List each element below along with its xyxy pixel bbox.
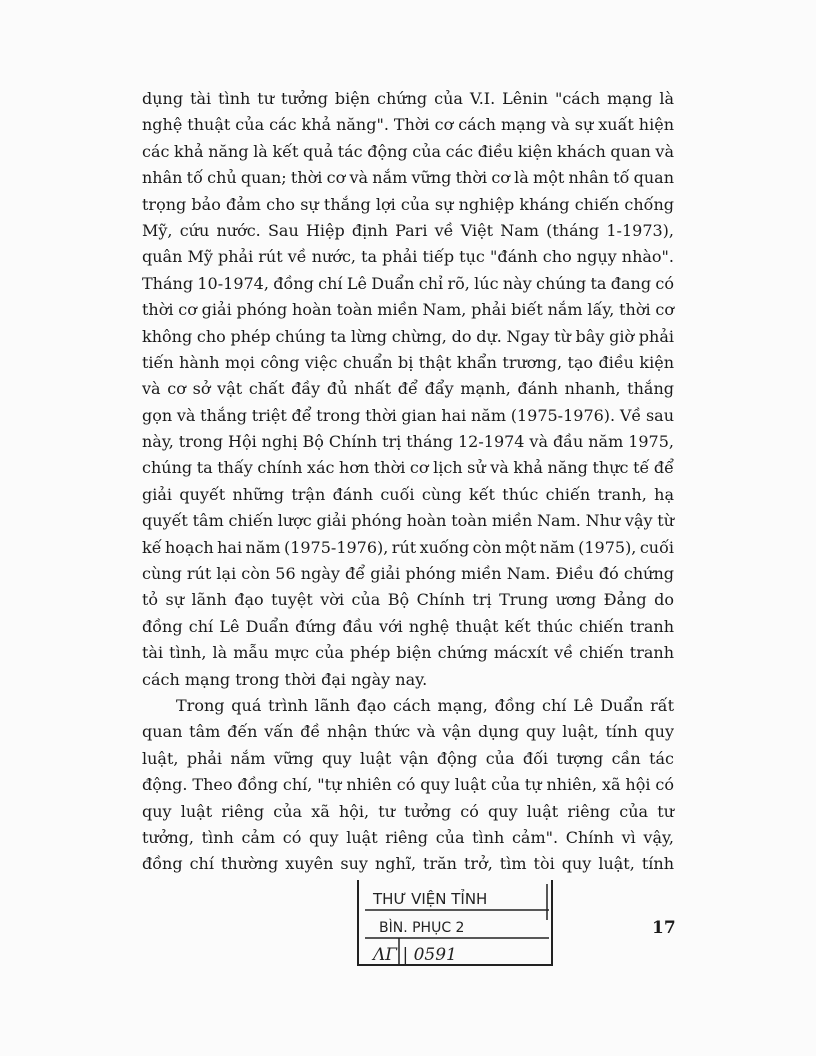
text-line: không cho phép chúng ta lừng chừng, do dự. Ngay từ bây giờ phải <box>142 326 674 346</box>
text-line: thời cơ giải phóng hoàn toàn miền Nam, phải biết nắm lấy, thời cơ <box>142 300 674 320</box>
text-line: các khả năng là kết quả tác động của các điều kiện khách quan và <box>142 141 674 161</box>
text-line: đồng chí thường xuyên suy nghĩ, trăn trở, tìm tòi quy luật, tính <box>142 854 674 874</box>
text-line: tài tình, là mẫu mực của phép biện chứng mácxít về chiến tranh <box>142 643 674 663</box>
text-line: quan tâm đến vấn đề nhận thức và vận dụng quy luật, tính quy <box>142 722 674 742</box>
text-line: quy luật riêng của xã hội, tư tưởng có quy luật riêng của tư <box>142 801 674 821</box>
body-text <box>142 86 674 878</box>
text-line: nhân tố chủ quan; thời cơ và nắm vững thời cơ là một nhân tố quan <box>142 168 675 188</box>
text-line: luật, phải nắm vững quy luật vận động của đối tượng cần tác <box>142 748 674 768</box>
text-line: tỏ sự lãnh đạo tuyệt vời của Bộ Chính trị Trung ương Đảng do <box>142 590 674 610</box>
page-number: 17 <box>652 918 676 938</box>
text-line: đồng chí Lê Duẩn đứng đầu với nghệ thuật kết thúc chiến tranh <box>142 616 674 636</box>
text-line: động. Theo đồng chí, "tự nhiên có quy luật của tự nhiên, xã hội có <box>142 775 674 795</box>
text-line: cùng rút lại còn 56 ngày để giải phóng miền Nam. Điều đó chứng <box>142 564 674 584</box>
paragraph-2 <box>142 693 674 878</box>
text-line: tưởng, tình cảm có quy luật riêng của tình cảm". Chính vì vậy, <box>142 827 674 847</box>
text-line: Mỹ, cứu nước. Sau Hiệp định Pari về Việt Nam (tháng 1-1973), <box>142 220 674 240</box>
text-line: cách mạng trong thời đại ngày nay. <box>142 669 428 689</box>
text-line: Tháng 10-1974, đồng chí Lê Duẩn chỉ rõ, lúc này chúng ta đang có <box>142 273 674 293</box>
stamp-graphic <box>359 880 555 966</box>
text-line: này, trong Hội nghị Bộ Chính trị tháng 12-1974 và đầu năm 1975, <box>142 432 675 452</box>
library-stamp <box>357 880 553 966</box>
text-line: Trong quá trình lãnh đạo cách mạng, đồng chí Lê Duẩn rất <box>176 695 674 715</box>
text-line: gọn và thắng triệt để trong thời gian hai năm (1975-1976). Về sau <box>142 405 675 425</box>
text-line: dụng tài tình tư tưởng biện chứng của V.I. Lênin "cách mạng là <box>142 89 674 108</box>
text-line: nghệ thuật của các khả năng". Thời cơ cách mạng và sự xuất hiện <box>142 115 674 135</box>
paragraph-1 <box>142 86 674 693</box>
stamp-library-name: THƯ VIỆN TỈNH <box>373 890 488 908</box>
text-line: quyết tâm chiến lược giải phóng hoàn toàn miền Nam. Như vậy từ <box>142 511 675 531</box>
text-line: tiến hành mọi công việc chuẩn bị thật khẩn trương, tạo điều kiện <box>142 352 674 372</box>
text-line: và cơ sở vật chất đầy đủ nhất để đẩy mạnh, đánh nhanh, thắng <box>142 379 674 399</box>
text-line: chúng ta thấy chính xác hơn thời cơ lịch sử và khả năng thực tế để <box>142 458 675 478</box>
text-line: kế hoạch hai năm (1975-1976), rút xuống còn một năm (1975), cuối <box>142 537 674 557</box>
stamp-branch: BÌN. PHỤC 2 <box>379 920 465 936</box>
text-line: trọng bảo đảm cho sự thắng lợi của sự nghiệp kháng chiến chống <box>142 194 674 214</box>
text-line: giải quyết những trận đánh cuối cùng kết thúc chiến tranh, hạ <box>142 484 674 504</box>
stamp-handwritten-number: ΛΓ | 0591 <box>373 945 457 965</box>
text-line: quân Mỹ phải rút về nước, ta phải tiếp tục "đánh cho ngụy nhào". <box>142 247 674 267</box>
